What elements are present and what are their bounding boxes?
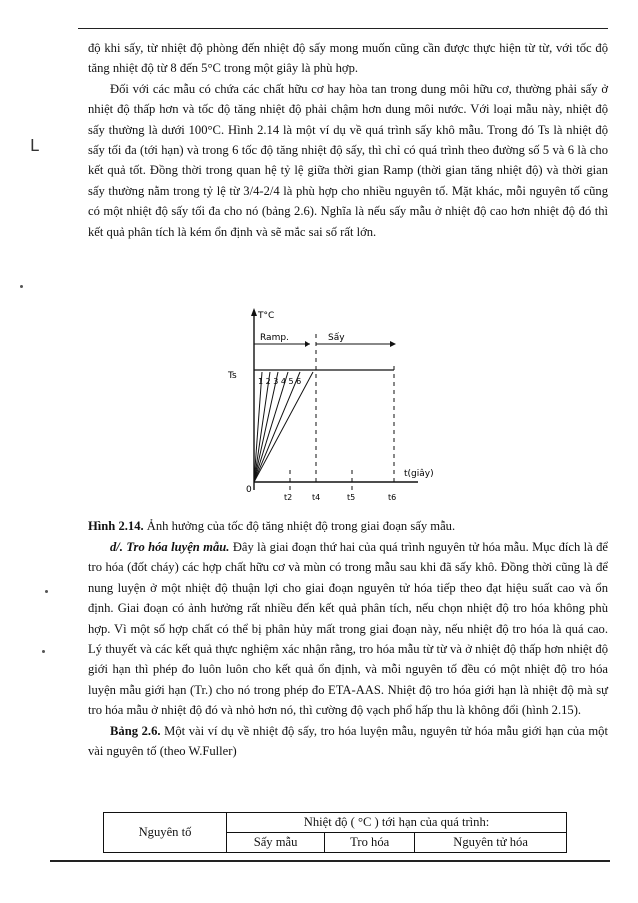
paragraph-2: Đối với các mẫu có chứa các chất hữu cơ hay hòa tan trong dung môi hữu cơ, thường phải sấy ở nhiệt độ thấp hơn và tốc độ tăng nhiệt độ phải chậm hơn dung môi nước. Với loại mẫu này, nhiệt độ sấy thường là dưới 100°C. Hình 2.14 là một ví dụ về quá trình sấy khô mẫu. Trong đó Ts là nhiệt độ sấy tối đa (tới hạn) và trong 6 tốc độ tăng nhiệt độ sấy, thì chỉ có quá trình theo đường số 5 và 6 là cho kết quả tốt. Đồng thời trong quan hệ tỷ lệ giữa thời gian Ramp (thời gian tăng nhiệt độ) và thời gian sấy thường nằm trong tỷ lệ từ 3/4-2/4 là phù hợp cho nhiều nguyên tố. Mặt khác, mỗi nguyên tố cũng có một nhiệt độ sấy tối đa cho nó (bảng 2.6). Nghĩa là nếu sấy mẫu ở nhiệt độ cao hơn nhiệt độ đó thì kết quả phân tích là kém ổn định và sẽ mắc sai số rất lớn. xyxy=(88,81,608,239)
origin-label: 0 xyxy=(246,485,252,495)
ramp-curves xyxy=(254,372,313,482)
section-paragraph xyxy=(88,537,608,721)
say-arrow-head xyxy=(390,341,396,347)
y-axis-label: T°C xyxy=(258,311,275,321)
drying-curve-diagram xyxy=(218,300,458,510)
body-text xyxy=(88,38,608,242)
margin-dot xyxy=(42,650,45,653)
figure-caption xyxy=(88,516,608,536)
curve-labels: 1 2 3 4 5 6 xyxy=(258,377,302,386)
tick-t6: t6 xyxy=(388,493,397,502)
y-axis-arrow xyxy=(251,308,257,316)
table-caption-text: Một vài ví dụ về nhiệt độ sấy, tro hóa luyện mẫu, nguyên tử hóa mẫu giới hạn của một vài nguyên tố (theo W.Fuller) xyxy=(88,723,608,759)
section-ashing xyxy=(88,537,608,761)
section-heading: d/. Tro hóa luyện mẫu. xyxy=(110,540,230,554)
col-atomization: Nguyên tử hóa xyxy=(415,833,567,853)
bottom-rule xyxy=(50,860,610,862)
table-caption xyxy=(88,721,608,762)
table-2-6 xyxy=(103,812,567,853)
margin-handwritten-mark: ᒪ xyxy=(30,136,39,155)
say-label: Sấy xyxy=(328,333,345,343)
x-axis-label: t(giây) xyxy=(404,469,434,479)
paragraph-1: độ khi sấy, từ nhiệt độ phòng đến nhiệt độ sấy mong muốn cũng cần được thực hiện từ từ, với tốc độ tăng nhiệt độ từ 8 đến 5°C trong một giây là phù hợp. xyxy=(88,41,608,76)
figure-caption-prefix: Hình 2.14. xyxy=(88,519,144,533)
tick-t2: t2 xyxy=(284,493,293,502)
margin-dot xyxy=(20,285,23,288)
ramp-label: Ramp. xyxy=(260,333,289,343)
table-caption-prefix: Bảng 2.6. xyxy=(110,723,161,738)
tick-t4: t4 xyxy=(312,493,321,502)
col-ashing: Tro hóa xyxy=(325,833,415,853)
ramp-arrow-head xyxy=(305,341,310,347)
figure-caption-text: Ảnh hưởng của tốc độ tăng nhiệt độ trong giai đoạn sấy mẫu. xyxy=(143,519,456,533)
col-drying: Sấy mẫu xyxy=(227,833,325,853)
ts-label: Ts xyxy=(228,371,237,381)
col-group: Nhiệt độ ( °C ) tới hạn của quá trình: xyxy=(227,813,567,833)
figure-2-14 xyxy=(218,300,458,510)
time-markers xyxy=(290,334,394,490)
top-rule xyxy=(78,28,608,29)
tick-t5: t5 xyxy=(347,493,356,502)
col-element: Nguyên tố xyxy=(104,813,227,853)
section-text: Đây là giai đoạn thứ hai của quá trình nguyên tử hóa mẫu. Mục đích là để tro hóa (đốt cháy) các hợp chất hữu cơ và mùn có trong mẫu sau khi đã sấy khô. Đồng thời cũng là để nung luyện ở một nhiệt độ thuận lợi cho giai đoạn nguyên tử hóa tiếp theo đạt hiệu suất cao và ổn định. Giai đoạn có ảnh hưởng rất nhiều đến kết quả phân tích, nếu chọn nhiệt độ tro hóa không phù hợp. Vì một số hợp chất có thể bị phân hủy mất trong giai đoạn này, nếu nhiệt độ tro hóa là quá cao. Lý thuyết và các kết quả thực nghiệm xác nhận rằng, tro hóa mẫu từ từ và ở nhiệt độ thấp hơn nhiệt độ giới hạn thì phép đo luôn luôn cho kết quả ổn định, và mỗi nguyên tố đều có một nhiệt độ tro hóa luyện mẫu giới hạn (Tr.) cho nó trong phép đo ETA-AAS. Nhiệt độ tro hóa giới hạn là nhiệt độ mà sự tro hóa mẫu ở nhiệt độ đó và nhỏ hơn nó, thì cường độ vạch phổ hấp thu là không đổi (hình 2.15). xyxy=(88,540,608,718)
margin-dot xyxy=(45,590,48,593)
